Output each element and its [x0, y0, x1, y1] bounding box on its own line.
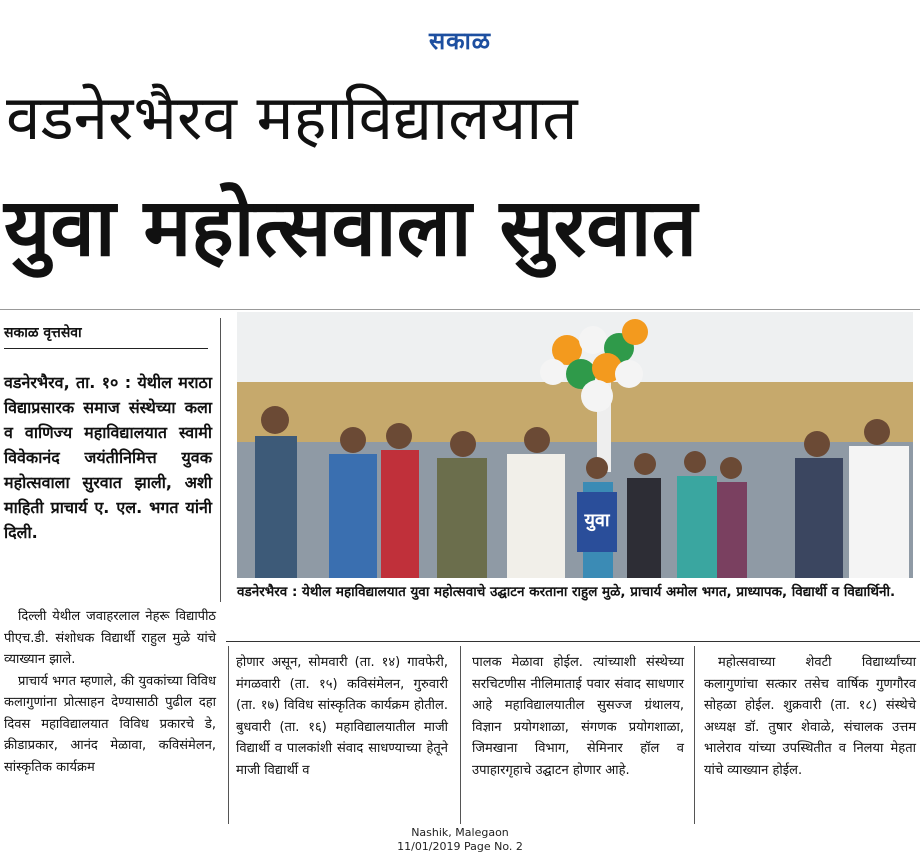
photo-caption: वडनेरभैरव : येथील महाविद्यालयात युवा महोत्सवाचे उद्घाटन करताना राहुल मुळे, प्राचार्य अमोल भगत, प्राध्यापक, विद्यार्थी व विद्यार्थिनी.: [237, 584, 896, 600]
event-photo-illustration: [237, 312, 913, 578]
article-column-4: [704, 652, 916, 781]
column-divider: [694, 646, 695, 824]
article-paragraph: महोत्सवाच्या शेवटी विद्यार्थ्यांच्या कलागुणांचा सत्कार तसेच वार्षिक गुणगौरव सोहळा होईल. शुक्रवारी (ता. १८) संस्थेचे अध्यक्ष डॉ. तुषार शेवाळे, संचालक उत्तम भालेराव यांच्या उपस्थितीत व निलया मेहता यांचे व्याख्यान होईल.: [704, 655, 916, 778]
column-divider: [460, 646, 461, 824]
edition-date-page: 11/01/2019 Page No. 2: [397, 840, 523, 853]
article-column-3: [472, 652, 684, 781]
column-divider: [228, 646, 229, 824]
lead-column-divider: [220, 318, 221, 602]
article-column-1: [4, 606, 216, 778]
article-paragraph: होणार असून, सोमवारी (ता. १४) गावफेरी, मंगळवारी (ता. १५) कविसंमेलन, गुरुवारी (ता. १७) विविध सांस्कृतिक कार्यक्रम होतील. बुधवारी (ता. १६) महाविद्यालयातील माजी विद्यार्थी व पालकांशी संवाद साधण्याच्या हेतूने माजी विद्यार्थी व: [236, 655, 448, 778]
headline-line-1: वडनेरभैरव महाविद्यालयात: [6, 81, 578, 154]
article-paragraph: पालक मेळावा होईल. त्यांच्याशी संस्थेच्या सरचिटणीस नीलिमाताई पवार संवाद साधणार आहे महाविद्यालयातील सुसज्ज ग्रंथालय, विज्ञान प्रयोगशाळा, संगणक प्रयोगशाळा, जिमखाना विभाग, सेमिनार हॉल व उपाहारगृहाचे उद्घाटन होणार आहे.: [472, 655, 684, 778]
edition-footer: [0, 826, 920, 854]
news-service-credit: सकाळ वृत्तसेवा: [4, 323, 208, 349]
article-paragraph: दिल्ली येथील जवाहरलाल नेहरू विद्यापीठ पीएच.डी. संशोधक विद्यार्थी राहुल मुळे यांचे व्याख्यान झाले.: [4, 609, 216, 667]
lead-paragraph: वडनेरभैरव, ता. १० : येथील मराठा विद्याप्रसारक समाज संस्थेच्या कला व वाणिज्य महाविद्यालयात स्वामी विवेकानंद जयंतीनिमित्त युवक महोत्सवाला सुरवात झाली, अशी माहिती प्राचार्य ए. एल. भगत यांनी दिली.: [4, 373, 212, 542]
article-paragraph: प्राचार्य भगत म्हणाले, की युवकांच्या विविध कलागुणांना प्रोत्साहन देण्यासाठी पुढील दहा दिवस महाविद्यालयात विविध प्रकारचे डे, क्रीडाप्रकार, आनंद मेळावा, कविसंमेलन, सांस्कृतिक कार्यक्रम: [4, 673, 216, 775]
newspaper-masthead: सकाळ: [428, 27, 492, 55]
headline-line-2: युवा महोत्सवाला सुरवात: [4, 181, 698, 274]
event-photo: [237, 312, 913, 578]
headline-divider: [0, 309, 920, 310]
caption-divider: [226, 641, 920, 642]
edition-name: Nashik, Malegaon: [411, 826, 509, 839]
article-column-2: [236, 652, 448, 781]
photo-banner-text: युवा: [584, 510, 610, 531]
